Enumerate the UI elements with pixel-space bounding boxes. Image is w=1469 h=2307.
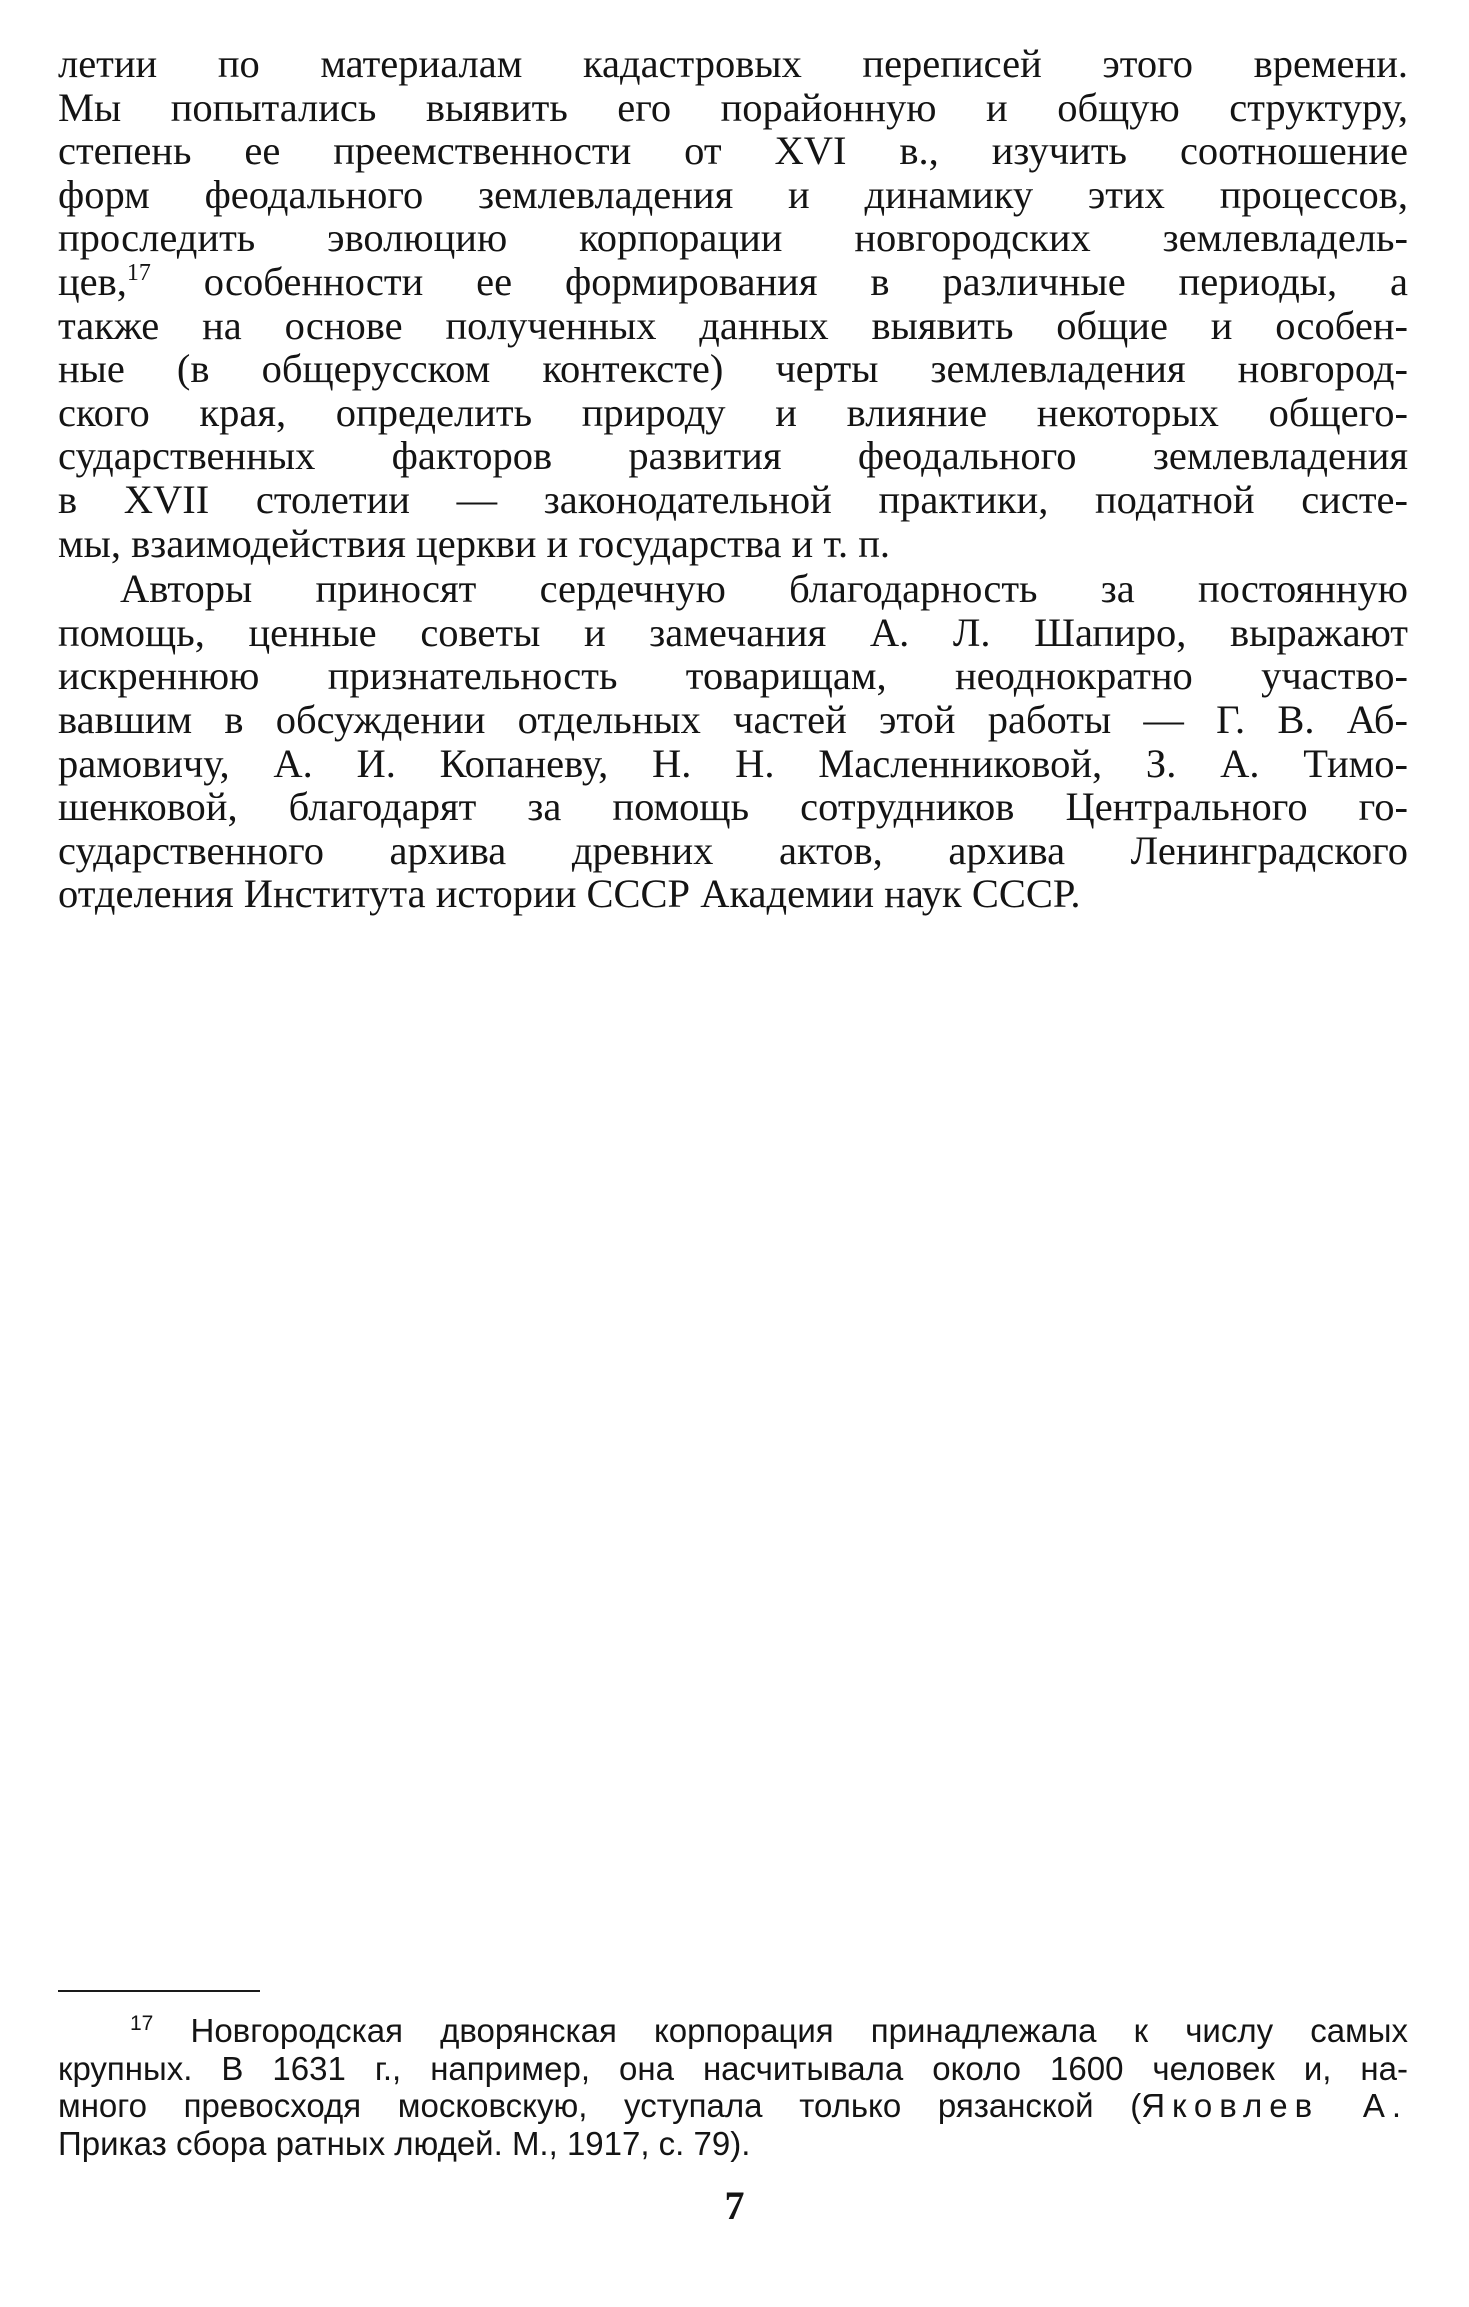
footnote-mark: 17 bbox=[130, 2012, 154, 2035]
footnote-separator bbox=[58, 1990, 260, 1992]
text-line: искреннюю признательность товарищам, неоднократно участво- bbox=[58, 653, 1408, 699]
text-line: Мы попытались выявить его порайонную и общую структуру, bbox=[58, 84, 1408, 130]
text-line: в XVII столетии — законодательной практики, податной систе- bbox=[58, 476, 1408, 522]
text-line: сударственных факторов развития феодального землевладения bbox=[58, 433, 1408, 479]
footnote-reference[interactable]: 17 bbox=[126, 259, 151, 286]
text-line: сударственного архива древних актов, архива Ленинградского bbox=[58, 827, 1408, 873]
text-line: мы, взаимодействия церкви и государства и т. п. bbox=[58, 520, 891, 566]
footnote-line: Приказ сбора ратных людей. М., 1917, с. 79). bbox=[58, 2124, 751, 2162]
footnote-text: много превосходя московскую, уступала только рязанской ( bbox=[58, 2087, 1142, 2124]
text-line: проследить эволюцию корпорации новгородских землевладель- bbox=[58, 215, 1408, 261]
footnote-line: крупных. В 1631 г., например, она насчитывала около 1600 человек и, на- bbox=[58, 2049, 1408, 2087]
text-line: форм феодального землевладения и динамику этих процессов, bbox=[58, 171, 1408, 217]
text-line: шенковой, благодарят за помощь сотрудников Центрального го- bbox=[58, 784, 1408, 830]
main-text bbox=[58, 42, 1408, 916]
text-fragment: особенности ее формирования в различные периоды, а bbox=[150, 258, 1408, 304]
footnote-text: Новгородская дворянская корпорация принадлежала к числу самых bbox=[153, 2012, 1408, 2049]
text-line: ского края, определить природу и влияние некоторых общего- bbox=[58, 389, 1408, 435]
text-line: вавшим в обсуждении отдельных частей этой работы — Г. В. Аб- bbox=[58, 696, 1408, 742]
footnote-line bbox=[58, 2012, 1408, 2050]
footnote-line bbox=[58, 2087, 1408, 2125]
text-line: также на основе полученных данных выявить общие и особен- bbox=[58, 302, 1408, 348]
page-number: 7 bbox=[724, 2183, 745, 2228]
author-name: Яковлев А. bbox=[1141, 2087, 1408, 2124]
text-line: отделения Института истории СССР Академии наук СССР. bbox=[58, 871, 1081, 917]
text-line: помощь, ценные советы и замечания А. Л. Шапиро, выражают bbox=[58, 609, 1408, 655]
text-line: рамовичу, А. И. Копаневу, Н. Н. Масленниковой, З. А. Тимо- bbox=[58, 740, 1408, 786]
text-line: ные (в общерусском контексте) черты землевладения новгород- bbox=[58, 346, 1408, 392]
footnote bbox=[58, 2012, 1408, 2162]
text-line bbox=[58, 260, 1408, 304]
text-fragment: цев, bbox=[58, 258, 127, 304]
text-line: Авторы приносят сердечную благодарность за постоянную bbox=[120, 566, 1408, 612]
text-line: летии по материалам кадастровых переписей этого времени. bbox=[58, 41, 1408, 86]
text-line: степень ее преемственности от XVI в., изучить соотношение bbox=[58, 128, 1408, 174]
